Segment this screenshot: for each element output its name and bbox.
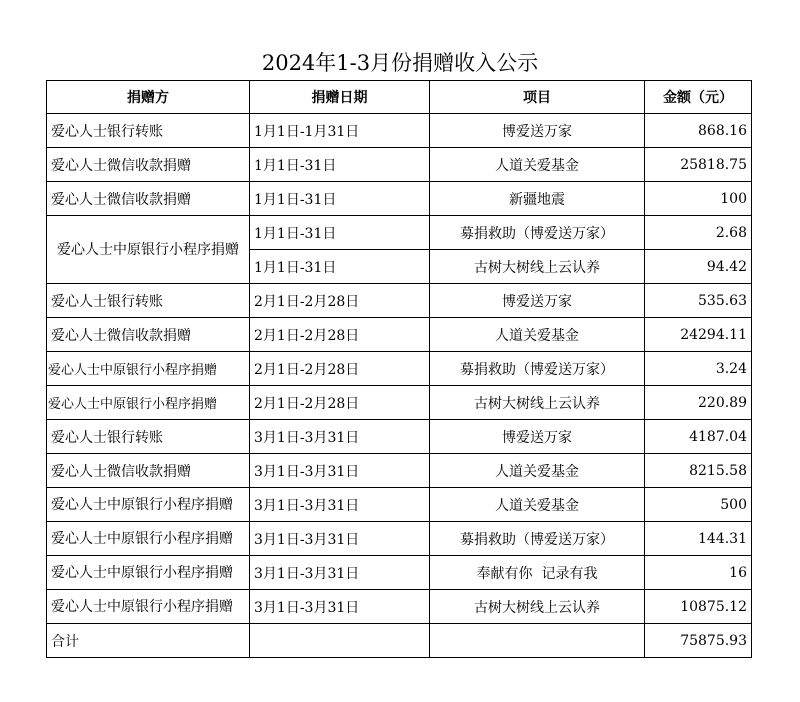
donor-cell: 爱心人士中原银行小程序捐赠 (47, 352, 250, 386)
donor-cell: 爱心人士中原银行小程序捐赠 (47, 488, 250, 522)
donor-cell: 爱心人士中原银行小程序捐赠 (47, 556, 250, 590)
donor-cell: 爱心人士微信收款捐赠 (47, 182, 250, 216)
donor-cell: 爱心人士中原银行小程序捐赠 (47, 522, 250, 556)
total-project-cell (430, 624, 645, 658)
date-cell: 3月1日-3月31日 (250, 556, 430, 590)
table-row (47, 352, 752, 386)
amount-cell: 868.16 (645, 114, 752, 148)
table-row (47, 386, 752, 420)
amount-cell: 535.63 (645, 284, 752, 318)
total-date-cell (250, 624, 430, 658)
table-row (47, 590, 752, 624)
amount-cell: 8215.58 (645, 454, 752, 488)
project-cell: 募捐救助（博爱送万家） (430, 216, 645, 250)
table-row (47, 488, 752, 522)
donor-cell: 爱心人士中原银行小程序捐赠 (47, 590, 250, 624)
amount-cell: 144.31 (645, 522, 752, 556)
table-row (47, 522, 752, 556)
amount-cell: 2.68 (645, 216, 752, 250)
amount-cell: 3.24 (645, 352, 752, 386)
donor-cell: 爱心人士微信收款捐赠 (47, 454, 250, 488)
header-date: 捐赠日期 (250, 81, 430, 114)
date-cell: 2月1日-2月28日 (250, 318, 430, 352)
amount-cell: 220.89 (645, 386, 752, 420)
project-cell: 古树大树线上云认养 (430, 250, 645, 284)
date-cell: 1月1日-1月31日 (250, 114, 430, 148)
header-donor: 捐赠方 (47, 81, 250, 114)
date-cell: 3月1日-3月31日 (250, 590, 430, 624)
table-row (47, 182, 752, 216)
amount-cell: 16 (645, 556, 752, 590)
table-row (47, 420, 752, 454)
donor-cell: 爱心人士微信收款捐赠 (47, 148, 250, 182)
project-cell: 人道关爱基金 (430, 318, 645, 352)
project-cell: 博爱送万家 (430, 284, 645, 318)
project-cell: 博爱送万家 (430, 114, 645, 148)
donor-cell-merged: 爱心人士中原银行小程序捐赠 (47, 216, 250, 284)
project-cell: 奉献有你 记录有我 (430, 556, 645, 590)
project-cell: 人道关爱基金 (430, 488, 645, 522)
amount-cell: 94.42 (645, 250, 752, 284)
table-row (47, 148, 752, 182)
project-cell: 新疆地震 (430, 182, 645, 216)
table-row (47, 454, 752, 488)
donor-cell: 爱心人士微信收款捐赠 (47, 318, 250, 352)
header-amount: 金额（元） (645, 81, 752, 114)
table-row (47, 216, 752, 250)
table-row (47, 114, 752, 148)
date-cell: 3月1日-3月31日 (250, 522, 430, 556)
total-row (47, 624, 752, 658)
total-label: 合计 (47, 624, 250, 658)
project-cell: 募捐救助（博爱送万家） (430, 522, 645, 556)
date-cell: 2月1日-2月28日 (250, 284, 430, 318)
total-amount: 75875.93 (645, 624, 752, 658)
header-row (47, 81, 752, 114)
header-project: 项目 (430, 81, 645, 114)
date-cell: 1月1日-31日 (250, 216, 430, 250)
amount-cell: 4187.04 (645, 420, 752, 454)
donor-cell: 爱心人士银行转账 (47, 420, 250, 454)
page-title: 2024年1-3月份捐赠收入公示 (261, 51, 539, 75)
donation-table (46, 80, 752, 658)
date-cell: 1月1日-31日 (250, 250, 430, 284)
amount-cell: 24294.11 (645, 318, 752, 352)
donor-cell: 爱心人士银行转账 (47, 284, 250, 318)
date-cell: 1月1日-31日 (250, 182, 430, 216)
date-cell: 3月1日-3月31日 (250, 488, 430, 522)
amount-cell: 100 (645, 182, 752, 216)
table-row (47, 318, 752, 352)
donor-cell: 爱心人士银行转账 (47, 114, 250, 148)
table-row (47, 284, 752, 318)
project-cell: 古树大树线上云认养 (430, 590, 645, 624)
project-cell: 博爱送万家 (430, 420, 645, 454)
date-cell: 3月1日-3月31日 (250, 454, 430, 488)
amount-cell: 10875.12 (645, 590, 752, 624)
project-cell: 古树大树线上云认养 (430, 386, 645, 420)
project-cell: 人道关爱基金 (430, 148, 645, 182)
date-cell: 3月1日-3月31日 (250, 420, 430, 454)
project-cell: 募捐救助（博爱送万家） (430, 352, 645, 386)
amount-cell: 500 (645, 488, 752, 522)
donor-cell: 爱心人士中原银行小程序捐赠 (47, 386, 250, 420)
date-cell: 1月1日-31日 (250, 148, 430, 182)
date-cell: 2月1日-2月28日 (250, 386, 430, 420)
project-cell: 人道关爱基金 (430, 454, 645, 488)
table-row (47, 556, 752, 590)
date-cell: 2月1日-2月28日 (250, 352, 430, 386)
amount-cell: 25818.75 (645, 148, 752, 182)
